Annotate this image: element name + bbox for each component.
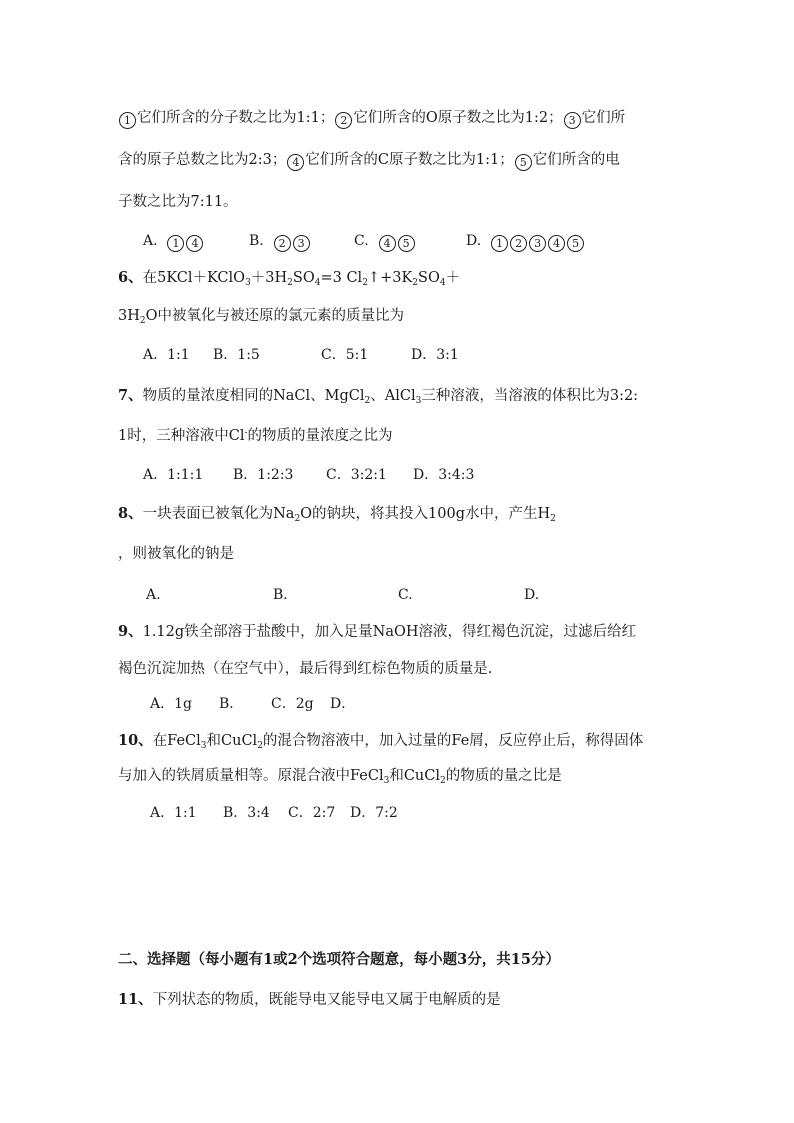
circled-number: 3 xyxy=(293,235,310,252)
q6-text: 在5KCl＋KClO xyxy=(142,270,246,286)
option-letter: B. xyxy=(249,233,264,249)
q10-text: 和CuCl xyxy=(389,768,440,784)
option-letter: D. xyxy=(466,233,482,249)
q11-stem xyxy=(118,990,501,1010)
q10-option-a[interactable]: A．1:1 xyxy=(150,805,197,821)
statement-text: 子数之比为7:11。 xyxy=(118,194,238,210)
statement-text: 它们所含的C原子数之比为1:1； xyxy=(305,152,514,168)
q10-option-d[interactable]: D．7:2 xyxy=(350,805,398,821)
q6-option-d[interactable]: D．3:1 xyxy=(411,347,459,363)
subscript: 2 xyxy=(550,514,556,524)
q9-text: 1.12g铁全部溶于盐酸中，加入足量NaOH溶液，得红褐色沉淀，过滤后给红 xyxy=(142,624,637,640)
q6-option-a[interactable]: A．1:1 xyxy=(143,347,190,363)
q7-text: 物质的量浓度相同的NaCl、MgCl xyxy=(142,388,365,404)
q6-text: SO xyxy=(418,270,440,286)
q8-option-c[interactable]: C. xyxy=(398,587,413,603)
subscript: 2 xyxy=(139,316,146,326)
q8-stem-line-1 xyxy=(118,504,556,524)
q6-text: SO xyxy=(292,270,315,286)
q7-text: 、AlCl xyxy=(370,388,416,404)
circled-number-5: 5 xyxy=(515,154,532,171)
subscript: 3 xyxy=(245,278,251,288)
q10-text: 和CuCl xyxy=(206,733,258,749)
q7-text: 的物质的量浓度之比为 xyxy=(247,428,393,444)
q10-option-c[interactable]: C．2:7 xyxy=(288,805,336,821)
q7-option-b[interactable]: B．1:2:3 xyxy=(233,467,294,483)
q6-text: =3 Cl xyxy=(320,270,363,286)
subscript: 2 xyxy=(412,278,419,288)
q9-option-c[interactable]: C．2g xyxy=(271,696,314,712)
statement-line-2 xyxy=(118,150,620,171)
option-letter: A. xyxy=(143,233,158,249)
q8-text: ，则被氧化的钠是 xyxy=(118,546,234,562)
statement-text: 它们所 xyxy=(581,110,626,126)
q6-option-b[interactable]: B．1:5 xyxy=(213,347,260,363)
statement-line-3 xyxy=(118,192,238,212)
q9-stem-line-2 xyxy=(118,659,492,679)
subscript: 2 xyxy=(362,278,368,288)
subscript: 2 xyxy=(294,514,301,524)
q7-option-d[interactable]: D．3:4:3 xyxy=(413,467,475,483)
subscript: 3 xyxy=(200,741,207,751)
circled-number-3: 3 xyxy=(564,112,581,129)
circled-number: 1 xyxy=(491,235,508,252)
q7-text: 1时，三种溶液中Cl xyxy=(118,428,245,444)
q10-stem-line-2 xyxy=(118,766,562,786)
q8-option-a[interactable]: A. xyxy=(146,587,161,603)
q6-text: ＋ xyxy=(445,270,461,286)
q6-option-c[interactable]: C．5:1 xyxy=(321,347,369,363)
q5-option-a[interactable] xyxy=(143,231,204,252)
q10-stem-line-1 xyxy=(118,731,643,751)
circled-number: 5 xyxy=(398,235,415,252)
question-number: 10、 xyxy=(118,732,153,749)
q5-option-b[interactable] xyxy=(249,231,311,252)
subscript: 3 xyxy=(415,396,422,406)
q7-text: 三种溶液，当溶液的体积比为3:2: xyxy=(421,388,639,404)
circled-number: 5 xyxy=(567,235,584,252)
q9-stem-line-1 xyxy=(118,622,636,642)
q10-option-b[interactable]: B．3:4 xyxy=(223,805,270,821)
q10-text: 的物质的量之比是 xyxy=(445,768,562,784)
q10-text: 的混合物溶液中，加入过量的Fe屑，反应停止后，称得固体 xyxy=(262,733,644,749)
q8-option-b[interactable]: B. xyxy=(273,587,288,603)
q5-option-c[interactable] xyxy=(354,231,416,252)
q9-option-b[interactable]: B． xyxy=(219,696,244,712)
q6-text: ＋3H xyxy=(250,270,288,286)
q11-text: 下列状态的物质，既能导电又能导电又属于电解质的是 xyxy=(152,992,501,1008)
circled-number: 2 xyxy=(274,235,291,252)
question-number: 6、 xyxy=(118,269,143,286)
circled-number: 4 xyxy=(548,235,565,252)
subscript: 3 xyxy=(383,776,390,786)
q7-option-c[interactable]: C．3:2:1 xyxy=(326,467,387,483)
q8-stem-line-2 xyxy=(118,544,234,564)
q8-option-d[interactable]: D. xyxy=(524,587,540,603)
q6-stem-line-2 xyxy=(118,306,404,326)
statement-text: 它们所含的分子数之比为1:1； xyxy=(137,110,335,126)
q8-text: O的钠块，将其投入100g水中，产生H xyxy=(300,506,551,522)
statement-line-1 xyxy=(118,108,625,129)
q5-option-d[interactable] xyxy=(466,231,585,252)
q8-text: 一块表面已被氧化为Na xyxy=(142,506,295,522)
circled-number: 4 xyxy=(379,235,396,252)
subscript: 4 xyxy=(314,278,321,288)
q7-stem-line-1 xyxy=(118,386,638,406)
circled-number: 2 xyxy=(510,235,527,252)
option-letter: C. xyxy=(354,233,369,249)
q9-option-d[interactable]: D． xyxy=(330,696,356,712)
circled-number-4: 4 xyxy=(287,154,304,171)
q6-text: O中被氧化与被还原的氯元素的质量比为 xyxy=(145,308,404,324)
q10-text: 与加入的铁屑质量相等。原混合液中FeCl xyxy=(118,768,384,784)
circled-number-2: 2 xyxy=(335,112,352,129)
q9-option-a[interactable]: A．1g xyxy=(150,696,192,712)
circled-number-1: 1 xyxy=(119,112,136,129)
statement-text: 含的原子总数之比为2:3； xyxy=(118,152,287,168)
q7-stem-line-2 xyxy=(118,426,393,446)
q6-text: 3H xyxy=(118,308,140,324)
subscript: 2 xyxy=(440,776,446,786)
section-2-heading: 二、选择题（每小题有1或2个选项符合题意，每小题3分，共15分） xyxy=(118,951,560,968)
subscript: 2 xyxy=(257,741,263,751)
q6-stem-line-1 xyxy=(118,268,460,288)
circled-number: 4 xyxy=(186,235,203,252)
question-number: 7、 xyxy=(118,387,143,404)
subscript: 4 xyxy=(439,278,446,288)
subscript: 2 xyxy=(364,396,371,406)
question-number: 9、 xyxy=(118,623,143,640)
q6-text: ↑+3K xyxy=(367,270,413,286)
statement-text: 它们所含的电 xyxy=(532,152,620,168)
subscript: 2 xyxy=(287,278,293,288)
superscript: - xyxy=(244,428,248,438)
q10-text: 在FeCl xyxy=(152,733,201,749)
question-number: 8、 xyxy=(118,505,143,522)
q7-option-a[interactable]: A．1:1:1 xyxy=(143,467,204,483)
q9-text: 褐色沉淀加热（在空气中），最后得到红棕色物质的质量是. xyxy=(118,661,493,677)
circled-number: 3 xyxy=(529,235,546,252)
question-number: 11、 xyxy=(118,991,153,1008)
statement-text: 它们所含的O原子数之比为1:2； xyxy=(353,110,563,126)
circled-number: 1 xyxy=(167,235,184,252)
